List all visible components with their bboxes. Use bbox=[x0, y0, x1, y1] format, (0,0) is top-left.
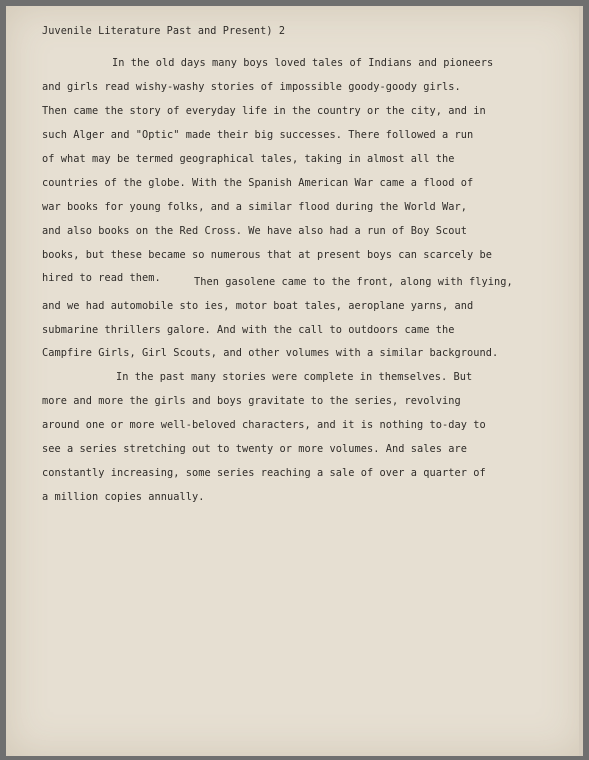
text-line: and also books on the Red Cross. We have also had a run of Boy Scout bbox=[42, 225, 467, 237]
text-line: In the past many stories were complete in themselves. But bbox=[116, 371, 473, 383]
text-line: Then came the story of everyday life in the country or the city, and in bbox=[42, 105, 486, 117]
text-line: submarine thrillers galore. And with the call to outdoors came the bbox=[42, 324, 455, 336]
text-line: see a series stretching out to twenty or more volumes. And sales are bbox=[42, 443, 467, 455]
text-line: and we had automobile sto ies, motor boat tales, aeroplane yarns, and bbox=[42, 300, 474, 312]
text-line: a million copies annually. bbox=[42, 491, 205, 503]
page-header: Juvenile Literature Past and Present) 2 bbox=[42, 26, 286, 37]
document-page bbox=[6, 6, 583, 756]
text-line: of what may be termed geographical tales, taking in almost all the bbox=[42, 153, 455, 165]
text-line: Then gasolene came to the front, along with flying, bbox=[194, 276, 513, 288]
text-line: hired to read them. bbox=[42, 272, 161, 284]
text-line: Campfire Girls, Girl Scouts, and other volumes with a similar background. bbox=[42, 347, 499, 359]
text-line: around one or more well-beloved characters, and it is nothing to-day to bbox=[42, 419, 486, 431]
page-edge bbox=[579, 6, 583, 756]
text-line: such Alger and "Optic" made their big successes. There followed a run bbox=[42, 129, 474, 141]
text-line: and girls read wishy-washy stories of impossible goody-goody girls. bbox=[42, 81, 461, 93]
text-line: In the old days many boys loved tales of Indians and pioneers bbox=[112, 57, 494, 69]
text-line: countries of the globe. With the Spanish American War came a flood of bbox=[42, 177, 474, 189]
text-line: war books for young folks, and a similar flood during the World War, bbox=[42, 201, 467, 213]
text-line: books, but these became so numerous that at present boys can scarcely be bbox=[42, 249, 492, 261]
text-line: more and more the girls and boys gravitate to the series, revolving bbox=[42, 395, 461, 407]
text-line: constantly increasing, some series reaching a sale of over a quarter of bbox=[42, 467, 486, 479]
